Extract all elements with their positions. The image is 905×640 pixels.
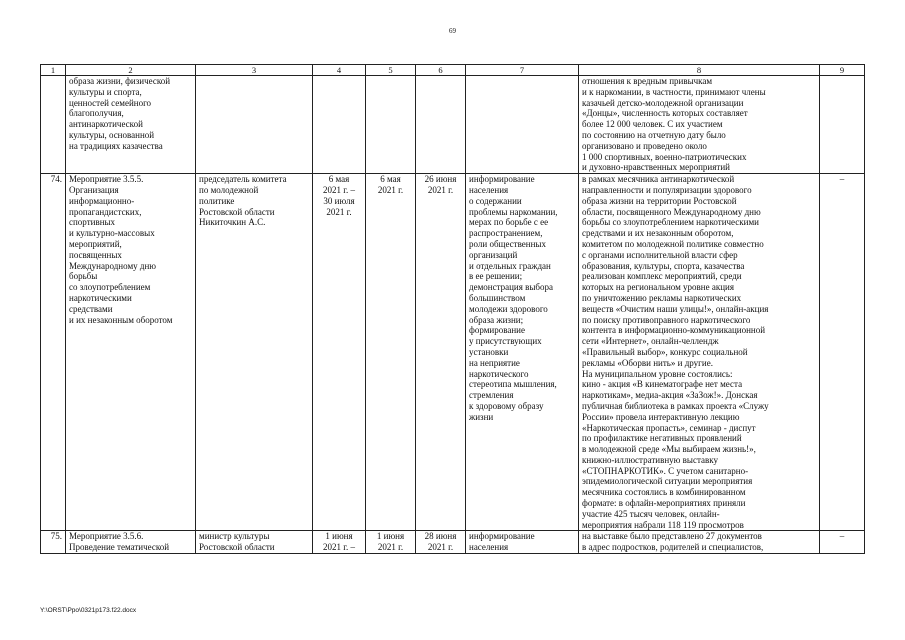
table-row bbox=[41, 174, 865, 531]
text-line: формирование bbox=[469, 325, 525, 336]
text-line: сети «Интернет», онлайн-челлендж bbox=[582, 336, 719, 347]
text-line: в адрес подростков, родителей и специалистов, bbox=[582, 542, 764, 553]
text-line: 30 июля bbox=[323, 195, 355, 206]
text-line: культуры и спорта, bbox=[69, 86, 142, 97]
text-line: роли общественных bbox=[469, 238, 546, 249]
text-line: на неприятие bbox=[469, 357, 520, 368]
text-line: «Правильный выбор», конкурс социальной bbox=[582, 346, 748, 357]
text-line: образа жизни; bbox=[469, 314, 524, 325]
text-line: информирование bbox=[469, 174, 535, 185]
text-line: участие 425 тысяч человек, онлайн- bbox=[582, 508, 720, 519]
text-line: пропагандистских, bbox=[69, 206, 142, 217]
text-line: о содержании bbox=[469, 195, 522, 206]
text-line: и отдельных граждан bbox=[469, 260, 551, 271]
text-line: распространением, bbox=[469, 228, 543, 239]
text-line: публичная библиотека в рамках проекта «Служу bbox=[582, 400, 769, 411]
text-line: мерах по борьбе с ее bbox=[469, 217, 549, 228]
text-line: на традициях казачества bbox=[69, 140, 163, 151]
text-line: по профилактике негативных проявлений bbox=[582, 433, 742, 444]
col-number: 9 bbox=[820, 65, 865, 76]
text-line: Мероприятие 3.5.5. bbox=[69, 174, 144, 185]
text-line: 2021 г. bbox=[326, 206, 352, 217]
text-line: благополучия, bbox=[69, 108, 124, 119]
text-line: «СТОПНАРКОТИК». С учетом санитарно- bbox=[582, 465, 749, 476]
text-line: 28 июня bbox=[424, 531, 457, 542]
text-line: молодежи здорового bbox=[469, 303, 548, 314]
text-line: наркотического bbox=[469, 368, 529, 379]
text-line: области, посвященного Международному дню bbox=[582, 206, 761, 217]
text-line: Проведение тематической bbox=[69, 542, 170, 553]
text-line: жизни bbox=[469, 411, 494, 422]
note-cell bbox=[820, 76, 865, 174]
text-line: 26 июня bbox=[424, 174, 457, 185]
text-line: рекламы «Оборви нить» и другие. bbox=[582, 357, 713, 368]
report-table bbox=[40, 64, 865, 554]
text-line: ценностей семейного bbox=[69, 97, 152, 108]
text-line: по уничтожению рекламы наркотических bbox=[582, 292, 742, 303]
text-line: по состоянию на отчетную дату было bbox=[582, 129, 726, 140]
text-line: образования, культуры, спорта, казачества bbox=[582, 260, 745, 271]
text-line: большинством bbox=[469, 292, 526, 303]
col-number: 2 bbox=[66, 65, 196, 76]
text-line: комитетом по молодежной политике совместно bbox=[582, 238, 764, 249]
end-date-cell bbox=[416, 76, 466, 174]
text-line: 2021 г. – bbox=[323, 542, 355, 553]
expected-result-cell bbox=[466, 174, 579, 531]
text-line: контента в информационно-коммуникационной bbox=[582, 325, 766, 336]
text-line: наркотикам», медиа-акция «ЗаЗож!». Донская bbox=[582, 390, 758, 401]
text-line: Мероприятие 3.5.6. bbox=[69, 531, 144, 542]
text-line: веществ «Очистим наши улицы!», онлайн-акция bbox=[582, 303, 769, 314]
file-path-footer: Y:\ORST\Ppo\0321p173.f22.docx bbox=[40, 607, 137, 614]
text-line: образа жизни, физической bbox=[69, 76, 171, 86]
col-number: 1 bbox=[41, 65, 66, 76]
text-line: информационно- bbox=[69, 195, 135, 206]
text-line: по поиску противоправного наркотического bbox=[582, 314, 751, 325]
responsible-cell bbox=[196, 174, 313, 531]
text-line: реализован комплекс мероприятий, среди bbox=[582, 271, 742, 282]
text-line: стереотипа мышления, bbox=[469, 379, 557, 390]
col-number: 3 bbox=[196, 65, 313, 76]
text-line: с органами исполнительной власти сфер bbox=[582, 249, 738, 260]
description-cell bbox=[579, 76, 820, 174]
text-line: со злоупотреблением bbox=[69, 282, 151, 293]
text-line: к здоровому образу bbox=[469, 400, 544, 411]
text-line: Ростовской области bbox=[199, 542, 275, 553]
text-line: у присутствующих bbox=[469, 336, 542, 347]
text-line: На муниципальном уровне состоялись: bbox=[582, 368, 733, 379]
text-line: отношения к вредным привычкам bbox=[582, 76, 713, 86]
text-line: Международному дню bbox=[69, 260, 157, 271]
text-line: наркотическими bbox=[69, 292, 132, 303]
text-line: мероприятий, bbox=[69, 238, 122, 249]
text-line: населения bbox=[469, 184, 509, 195]
text-line: председатель комитета bbox=[199, 174, 287, 185]
text-line: 2021 г. bbox=[427, 542, 454, 553]
text-line: месячника состоялись в комбинированном bbox=[582, 487, 746, 498]
text-line: 6 мая bbox=[380, 174, 401, 185]
text-line: населения bbox=[469, 542, 509, 553]
col-number: 7 bbox=[466, 65, 579, 76]
page-number: 69 bbox=[449, 27, 456, 35]
note-cell: – bbox=[820, 174, 865, 531]
table-row bbox=[41, 531, 865, 554]
col-number: 4 bbox=[313, 65, 366, 76]
text-line: образа жизни на территории Ростовской bbox=[582, 195, 737, 206]
text-line: на выставке было представлено 27 документов bbox=[582, 531, 762, 542]
text-line: в рамках месячника антинаркотической bbox=[582, 174, 735, 185]
text-line: 2021 г. – bbox=[323, 184, 355, 195]
text-line: борьбы bbox=[69, 271, 98, 282]
text-line: по молодежной bbox=[199, 184, 259, 195]
activity-cell bbox=[66, 76, 196, 174]
start-date-cell bbox=[366, 76, 416, 174]
plan-date-cell bbox=[313, 76, 366, 174]
text-line: спортивных bbox=[69, 217, 116, 228]
text-line: министр культуры bbox=[199, 531, 270, 542]
text-line: России» провела интерактивную лекцию bbox=[582, 411, 740, 422]
description-cell bbox=[579, 174, 820, 531]
text-line: культуры, основанной bbox=[69, 129, 155, 140]
end-date-cell bbox=[416, 174, 466, 531]
text-line: и духовно-нравственных мероприятий bbox=[582, 162, 730, 173]
row-number-cell: 74. bbox=[41, 174, 66, 531]
text-line: направленности и популяризации здорового bbox=[582, 184, 752, 195]
text-line: политике bbox=[199, 195, 235, 206]
text-line: Организация bbox=[69, 184, 119, 195]
responsible-cell bbox=[196, 76, 313, 174]
text-line: установки bbox=[469, 346, 509, 357]
column-number-row bbox=[41, 65, 865, 76]
text-line: борьбы со злоупотреблением наркотическими bbox=[582, 217, 759, 228]
text-line: 2021 г. bbox=[427, 184, 454, 195]
text-line: и к наркомании, в частности, принимают члены bbox=[582, 86, 766, 97]
text-line: более 12 000 человек. С их участием bbox=[582, 119, 723, 130]
expected-result-cell bbox=[466, 531, 579, 554]
text-line: организовано и проведено около bbox=[582, 140, 707, 151]
text-line: Никиточкин А.С. bbox=[199, 217, 266, 228]
note-cell: – bbox=[820, 531, 865, 554]
text-line: средствами bbox=[69, 303, 113, 314]
text-line: Ростовской области bbox=[199, 206, 275, 217]
text-line: 1 июня bbox=[325, 531, 353, 542]
text-line: эпидемиологической ситуации мероприятия bbox=[582, 476, 753, 487]
table-row bbox=[41, 76, 865, 174]
col-number: 6 bbox=[416, 65, 466, 76]
start-date-cell bbox=[366, 531, 416, 554]
text-line: мероприятия набрали 118 119 просмотров bbox=[582, 519, 744, 530]
expected-result-cell bbox=[466, 76, 579, 174]
col-number: 8 bbox=[579, 65, 820, 76]
text-line: 1 июня bbox=[376, 531, 405, 542]
text-line: 1 000 спортивных, военно-патриотических bbox=[582, 151, 747, 162]
text-line: «Донцы», численность которых составляет bbox=[582, 108, 748, 119]
text-line: и их незаконным оборотом bbox=[69, 314, 173, 325]
text-line: посвященных bbox=[69, 249, 122, 260]
text-line: казачьей детско-молодежной организации bbox=[582, 97, 744, 108]
text-line: книжно-иллюстративную выставку bbox=[582, 454, 718, 465]
end-date-cell bbox=[416, 531, 466, 554]
text-line: демонстрация выбора bbox=[469, 282, 554, 293]
activity-cell bbox=[66, 174, 196, 531]
text-line: которых на региональном уровне акция bbox=[582, 282, 734, 293]
text-line: средствами и их незаконным оборотом, bbox=[582, 228, 734, 239]
plan-date-cell bbox=[313, 174, 366, 531]
text-line: кино - акция «В кинематографе нет места bbox=[582, 379, 743, 390]
text-line: проблемы наркомании, bbox=[469, 206, 558, 217]
text-line: 6 мая bbox=[328, 174, 350, 185]
row-number-cell: 75. bbox=[41, 531, 66, 554]
activity-cell bbox=[66, 531, 196, 554]
text-line: 2021 г. bbox=[377, 184, 404, 195]
description-cell bbox=[579, 531, 820, 554]
start-date-cell bbox=[366, 174, 416, 531]
text-line: 2021 г. bbox=[377, 542, 404, 553]
text-line: организаций bbox=[469, 249, 518, 260]
text-line: стремления bbox=[469, 390, 514, 401]
text-line: формате: в офлайн-мероприятиях приняли bbox=[582, 498, 746, 509]
plan-date-cell bbox=[313, 531, 366, 554]
col-number: 5 bbox=[366, 65, 416, 76]
responsible-cell bbox=[196, 531, 313, 554]
text-line: антинаркотической bbox=[69, 119, 143, 130]
text-line: в молодежной среде «Мы выбираем жизнь!», bbox=[582, 444, 756, 455]
text-line: в ее решении; bbox=[469, 271, 523, 282]
row-number-cell bbox=[41, 76, 66, 174]
text-line: информирование bbox=[469, 531, 535, 542]
text-line: и культурно-массовых bbox=[69, 228, 155, 239]
text-line: «Наркотическая пропасть», семинар - диспут bbox=[582, 422, 756, 433]
